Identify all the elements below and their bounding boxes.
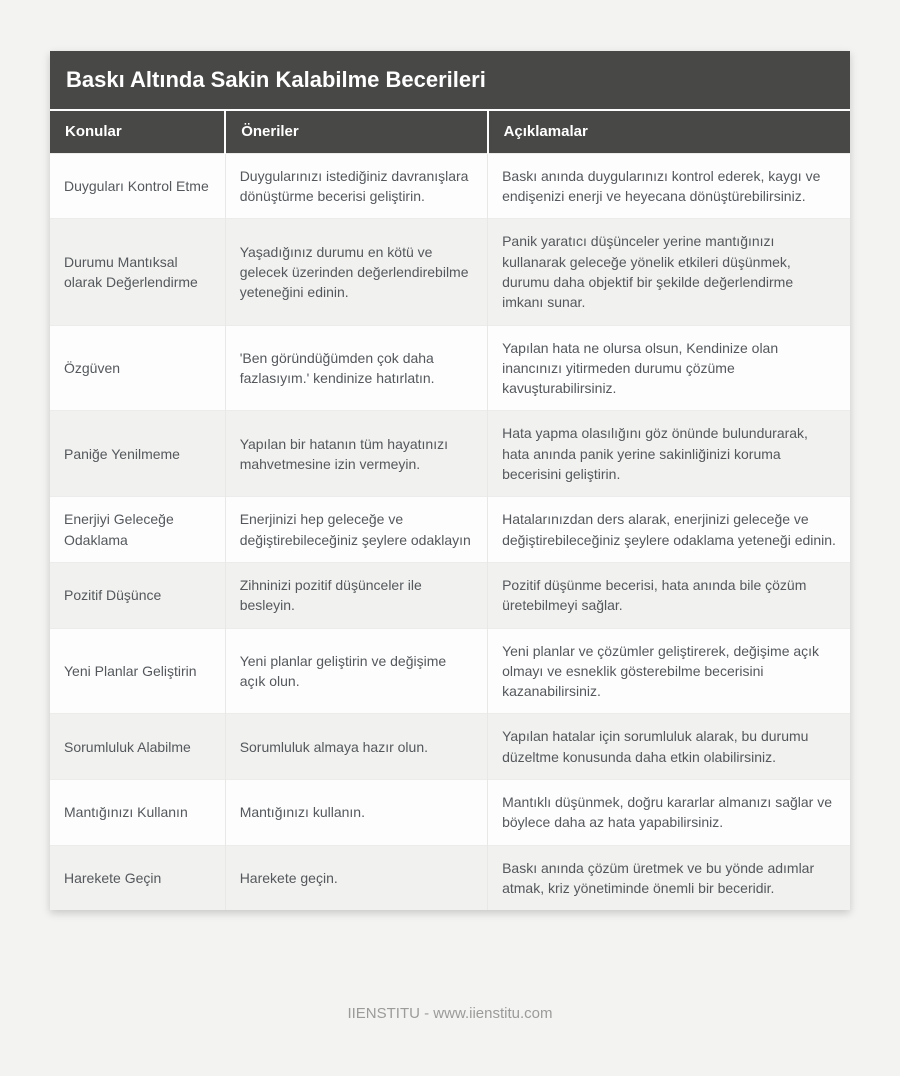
topic-cell: Paniğe Yenilmeme	[50, 411, 225, 497]
topic-cell: Enerjiyi Geleceğe Odaklama	[50, 497, 225, 563]
topic-cell: Harekete Geçin	[50, 845, 225, 910]
column-header-explanations: Açıklamalar	[488, 110, 850, 153]
suggestion-cell: Zihninizi pozitif düşünceler ile besleyin.	[225, 562, 487, 628]
page-title: Baskı Altında Sakin Kalabilme Becerileri	[50, 51, 850, 109]
suggestion-cell: Yapılan bir hatanın tüm hayatınızı mahvetmesine izin vermeyin.	[225, 411, 487, 497]
explanation-cell: Yapılan hata ne olursa olsun, Kendinize olan inancınızı yitirmeden durumu çözüme kavuşturabilirsiniz.	[488, 325, 850, 411]
topic-cell: Pozitif Düşünce	[50, 562, 225, 628]
table-row	[50, 780, 850, 846]
suggestion-cell: Enerjinizi hep geleceğe ve değiştirebileceğiniz şeylere odaklayın	[225, 497, 487, 563]
table-row	[50, 562, 850, 628]
table-row	[50, 153, 850, 219]
skills-table-card	[50, 51, 850, 910]
suggestion-cell: 'Ben göründüğümden çok daha fazlasıyım.' kendinize hatırlatın.	[225, 325, 487, 411]
explanation-cell: Mantıklı düşünmek, doğru kararlar almanızı sağlar ve böylece daha az hata yapabilirsiniz.	[488, 780, 850, 846]
table-row	[50, 714, 850, 780]
suggestion-cell: Mantığınızı kullanın.	[225, 780, 487, 846]
table-row	[50, 497, 850, 563]
skills-table	[50, 109, 850, 910]
topic-cell: Duyguları Kontrol Etme	[50, 153, 225, 219]
topic-cell: Durumu Mantıksal olarak Değerlendirme	[50, 219, 225, 325]
column-header-suggestions: Öneriler	[225, 110, 487, 153]
explanation-cell: Yeni planlar ve çözümler geliştirerek, değişime açık olmayı ve esneklik gösterebilme becerisini kazanabilirsiniz.	[488, 628, 850, 714]
explanation-cell: Pozitif düşünme becerisi, hata anında bile çözüm üretebilmeyi sağlar.	[488, 562, 850, 628]
explanation-cell: Yapılan hatalar için sorumluluk alarak, bu durumu düzeltme konusunda daha etkin olabilirsiniz.	[488, 714, 850, 780]
suggestion-cell: Yeni planlar geliştirin ve değişime açık olun.	[225, 628, 487, 714]
column-header-topics: Konular	[50, 110, 225, 153]
table-row	[50, 845, 850, 910]
explanation-cell: Hata yapma olasılığını göz önünde bulundurarak, hata anında panik yerine sakinliğinizi koruma becerisini geliştirin.	[488, 411, 850, 497]
explanation-cell: Baskı anında çözüm üretmek ve bu yönde adımlar atmak, kriz yönetiminde önemli bir beceridir.	[488, 845, 850, 910]
table-row	[50, 325, 850, 411]
explanation-cell: Panik yaratıcı düşünceler yerine mantığınızı kullanarak geleceğe yönelik etkileri düşünmek, durumu daha objektif bir şekilde değerlendirme imkanı sunar.	[488, 219, 850, 325]
suggestion-cell: Duygularınızı istediğiniz davranışlara dönüştürme becerisi geliştirin.	[225, 153, 487, 219]
suggestion-cell: Harekete geçin.	[225, 845, 487, 910]
topic-cell: Özgüven	[50, 325, 225, 411]
table-row	[50, 628, 850, 714]
table-row	[50, 411, 850, 497]
table-row	[50, 219, 850, 325]
suggestion-cell: Yaşadığınız durumu en kötü ve gelecek üzerinden değerlendirebilme yeteneğini edinin.	[225, 219, 487, 325]
explanation-cell: Hatalarınızdan ders alarak, enerjinizi geleceğe ve değiştirebileceğiniz şeylere odaklama yeteneği edinin.	[488, 497, 850, 563]
explanation-cell: Baskı anında duygularınızı kontrol ederek, kaygı ve endişenizi enerji ve heyecana dönüştürebilirsiniz.	[488, 153, 850, 219]
footer-branding: IIENSTITU - www.iienstitu.com	[347, 1005, 553, 1022]
topic-cell: Sorumluluk Alabilme	[50, 714, 225, 780]
suggestion-cell: Sorumluluk almaya hazır olun.	[225, 714, 487, 780]
topic-cell: Mantığınızı Kullanın	[50, 780, 225, 846]
column-header-row	[50, 110, 850, 153]
topic-cell: Yeni Planlar Geliştirin	[50, 628, 225, 714]
